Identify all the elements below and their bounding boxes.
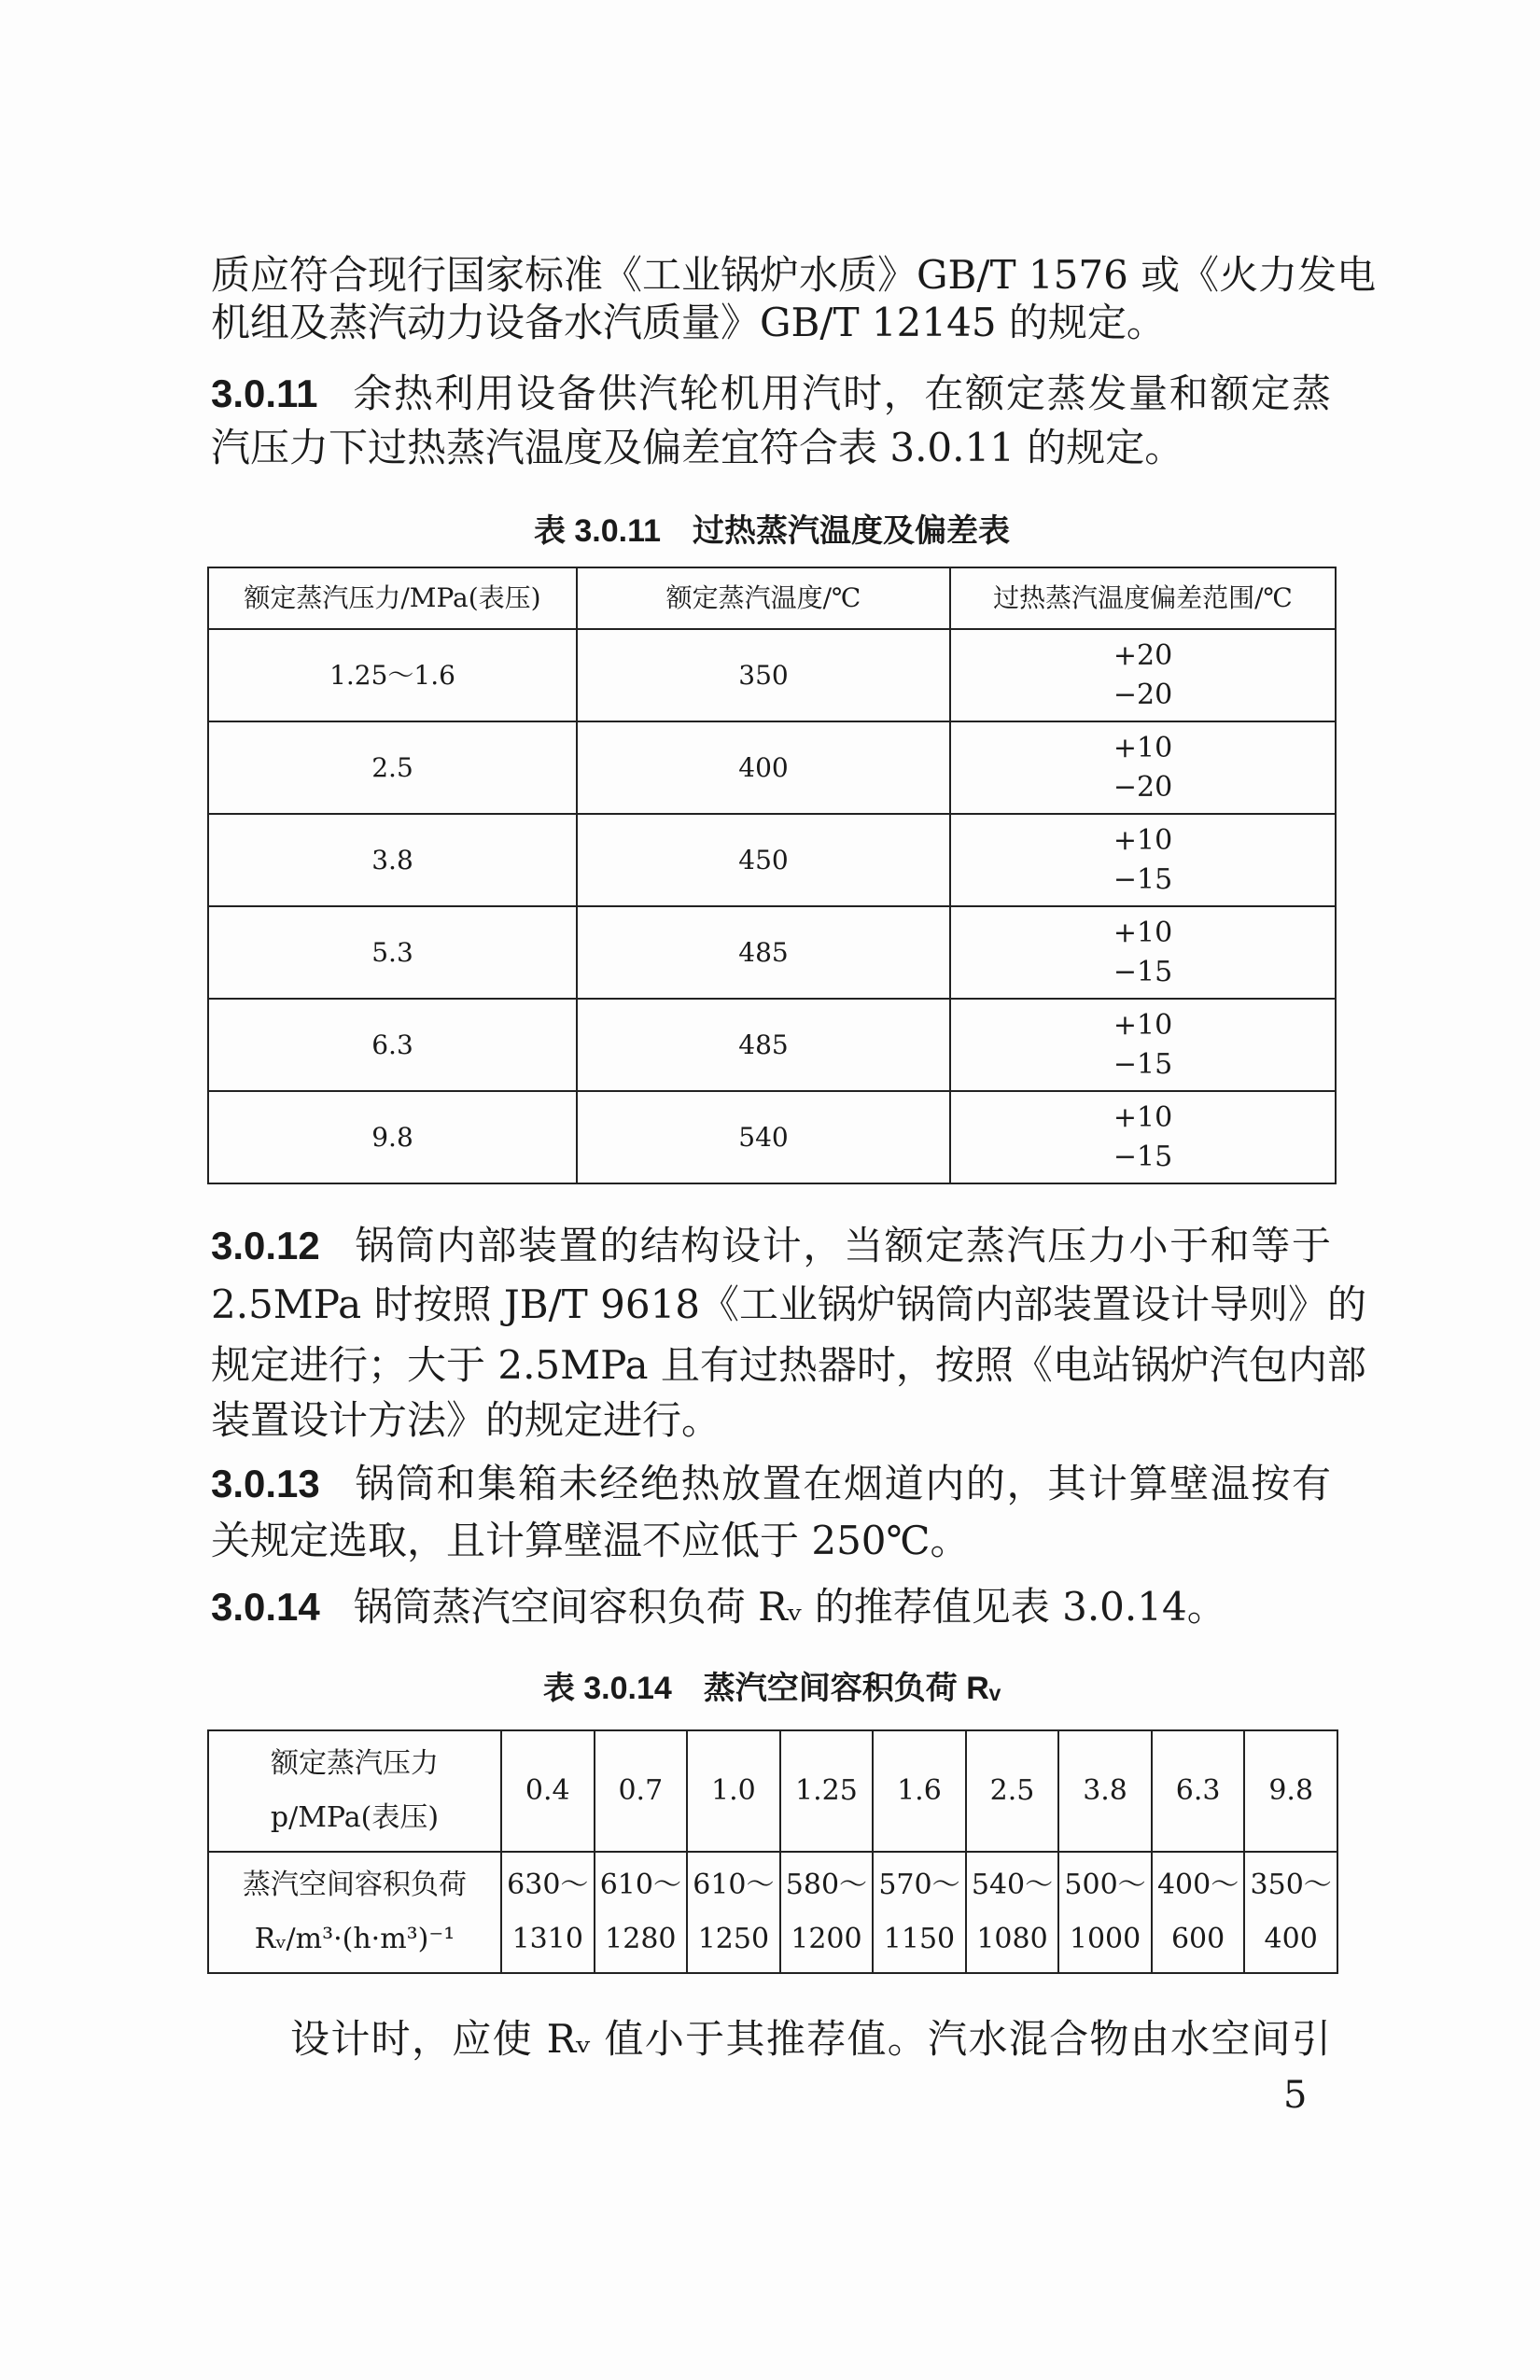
load-high: 1310 xyxy=(511,1923,583,1955)
load-low: 400～ xyxy=(1156,1869,1239,1901)
section-3-0-13 xyxy=(211,1458,1331,1510)
deviation-lower: −15 xyxy=(1113,1047,1173,1081)
load-cell xyxy=(1152,1852,1245,1973)
load-cell xyxy=(1058,1852,1152,1973)
table-row xyxy=(208,721,1336,814)
section-3-0-11 xyxy=(211,368,1331,420)
load-high: 400 xyxy=(1264,1923,1318,1955)
body-line: 机组及蒸汽动力设备水汽质量》GB/T 12145 的规定。 xyxy=(211,300,1166,345)
deviation-upper: +10 xyxy=(1113,916,1173,949)
temperature-cell: 450 xyxy=(577,814,950,906)
table-caption: 表 3.0.11 过热蒸汽温度及偏差表 xyxy=(533,513,1011,549)
load-cell xyxy=(966,1852,1059,1973)
deviation-cell xyxy=(950,999,1336,1091)
table-row xyxy=(208,1091,1336,1183)
load-cell xyxy=(780,1852,874,1973)
pressure-cell: 1.0 xyxy=(687,1730,780,1852)
column-header: 额定蒸汽温度/℃ xyxy=(577,567,950,629)
pressure-cell: 2.5 xyxy=(208,721,577,814)
body-text: 锅筒内部装置的结构设计，当额定蒸汽压力小于和等于 xyxy=(353,1223,1331,1268)
table-row xyxy=(208,814,1336,906)
load-low: 610～ xyxy=(693,1869,775,1901)
pressure-cell: 6.3 xyxy=(1152,1730,1245,1852)
load-low: 350～ xyxy=(1250,1869,1332,1901)
pressure-cell: 9.8 xyxy=(208,1091,577,1183)
load-low: 570～ xyxy=(878,1869,960,1901)
load-row xyxy=(208,1852,1337,1973)
body-line: 规定进行；大于 2.5MPa 且有过热器时，按照《电站锅炉汽包内部 xyxy=(211,1342,1366,1388)
body-text: 锅筒蒸汽空间容积负荷 Rᵥ 的推荐值见表 3.0.14。 xyxy=(353,1584,1226,1630)
body-line: 汽压力下过热蒸汽温度及偏差宜符合表 3.0.11 的规定。 xyxy=(211,425,1184,470)
section-number: 3.0.12 xyxy=(211,1224,320,1267)
load-high: 1080 xyxy=(976,1923,1048,1955)
section-number: 3.0.11 xyxy=(211,371,318,415)
load-low: 500～ xyxy=(1064,1869,1146,1901)
load-low: 630～ xyxy=(507,1869,589,1901)
body-line: 设计时，应使 Rᵥ 值小于其推荐值。汽水混合物由水空间引 xyxy=(290,2016,1331,2062)
page-number: 5 xyxy=(1283,2074,1308,2117)
load-high: 1200 xyxy=(791,1923,862,1955)
deviation-cell xyxy=(950,721,1336,814)
deviation-lower: −15 xyxy=(1113,955,1173,988)
body-line: 关规定选取，且计算壁温不应低于 250℃。 xyxy=(211,1518,970,1563)
temperature-cell: 485 xyxy=(577,906,950,999)
deviation-lower: −20 xyxy=(1113,678,1173,711)
label-line: p/MPa(表压) xyxy=(270,1801,440,1834)
section-3-0-12 xyxy=(211,1220,1331,1272)
load-high: 1280 xyxy=(605,1923,677,1955)
load-high: 1150 xyxy=(883,1923,956,1955)
table-row xyxy=(208,629,1336,721)
table-caption: 表 3.0.14 蒸汽空间容积负荷 Rᵥ xyxy=(542,1671,1001,1706)
load-high: 1250 xyxy=(697,1923,770,1955)
load-cell xyxy=(687,1852,780,1973)
pressure-row xyxy=(208,1730,1337,1852)
pressure-cell: 2.5 xyxy=(966,1730,1059,1852)
pressure-cell: 3.8 xyxy=(1058,1730,1152,1852)
steam-space-volume-load-table xyxy=(207,1729,1338,1974)
deviation-lower: −20 xyxy=(1113,770,1173,804)
deviation-upper: +10 xyxy=(1113,1008,1173,1042)
body-text: 锅筒和集箱未经绝热放置在烟道内的，其计算壁温按有 xyxy=(353,1461,1331,1506)
temperature-cell: 400 xyxy=(577,721,950,814)
deviation-upper: +10 xyxy=(1113,1100,1173,1134)
deviation-upper: +10 xyxy=(1113,731,1173,764)
load-cell xyxy=(873,1852,966,1973)
pressure-cell: 3.8 xyxy=(208,814,577,906)
table-header-row xyxy=(208,567,1336,629)
table-row xyxy=(208,906,1336,999)
temperature-cell: 485 xyxy=(577,999,950,1091)
row-label xyxy=(208,1730,501,1852)
deviation-cell xyxy=(950,1091,1336,1183)
deviation-cell xyxy=(950,906,1336,999)
deviation-lower: −15 xyxy=(1113,1140,1173,1173)
row-label xyxy=(208,1852,501,1973)
load-low: 580～ xyxy=(785,1869,868,1901)
section-number: 3.0.13 xyxy=(211,1462,320,1505)
pressure-cell: 9.8 xyxy=(1244,1730,1337,1852)
column-header: 额定蒸汽压力/MPa(表压) xyxy=(208,567,577,629)
label-line: 额定蒸汽压力 xyxy=(271,1747,439,1780)
deviation-lower: −15 xyxy=(1113,862,1173,896)
pressure-cell: 5.3 xyxy=(208,906,577,999)
deviation-upper: +10 xyxy=(1113,823,1173,857)
body-line: 质应符合现行国家标准《工业锅炉水质》GB/T 1576 或《火力发电 xyxy=(211,252,1377,298)
body-line: 装置设计方法》的规定进行。 xyxy=(211,1397,721,1443)
pressure-cell: 0.4 xyxy=(501,1730,595,1852)
body-line: 2.5MPa 时按照 JB/T 9618《工业锅炉锅筒内部装置设计导则》的 xyxy=(211,1281,1367,1327)
column-header: 过热蒸汽温度偏差范围/℃ xyxy=(950,567,1336,629)
pressure-cell: 1.6 xyxy=(873,1730,966,1852)
superheated-steam-temperature-table xyxy=(207,567,1337,1184)
temperature-cell: 540 xyxy=(577,1091,950,1183)
table-row xyxy=(208,999,1336,1091)
label-line: Rᵥ/m³·(h·m³)⁻¹ xyxy=(254,1923,455,1955)
temperature-cell: 350 xyxy=(577,629,950,721)
label-line: 蒸汽空间容积负荷 xyxy=(243,1869,467,1901)
load-low: 540～ xyxy=(971,1869,1054,1901)
body-text: 余热利用设备供汽轮机用汽时，在额定蒸发量和额定蒸 xyxy=(351,371,1331,416)
load-cell xyxy=(1244,1852,1337,1973)
load-cell xyxy=(501,1852,595,1973)
deviation-cell xyxy=(950,814,1336,906)
pressure-cell: 1.25 xyxy=(780,1730,874,1852)
pressure-cell: 0.7 xyxy=(595,1730,688,1852)
deviation-cell xyxy=(950,629,1336,721)
load-high: 600 xyxy=(1170,1923,1225,1955)
pressure-cell: 1.25～1.6 xyxy=(208,629,577,721)
deviation-upper: +20 xyxy=(1113,638,1173,672)
section-number: 3.0.14 xyxy=(211,1585,320,1629)
load-high: 1000 xyxy=(1069,1923,1141,1955)
load-cell xyxy=(595,1852,688,1973)
load-low: 610～ xyxy=(599,1869,681,1901)
section-3-0-14 xyxy=(211,1581,1331,1633)
pressure-cell: 6.3 xyxy=(208,999,577,1091)
